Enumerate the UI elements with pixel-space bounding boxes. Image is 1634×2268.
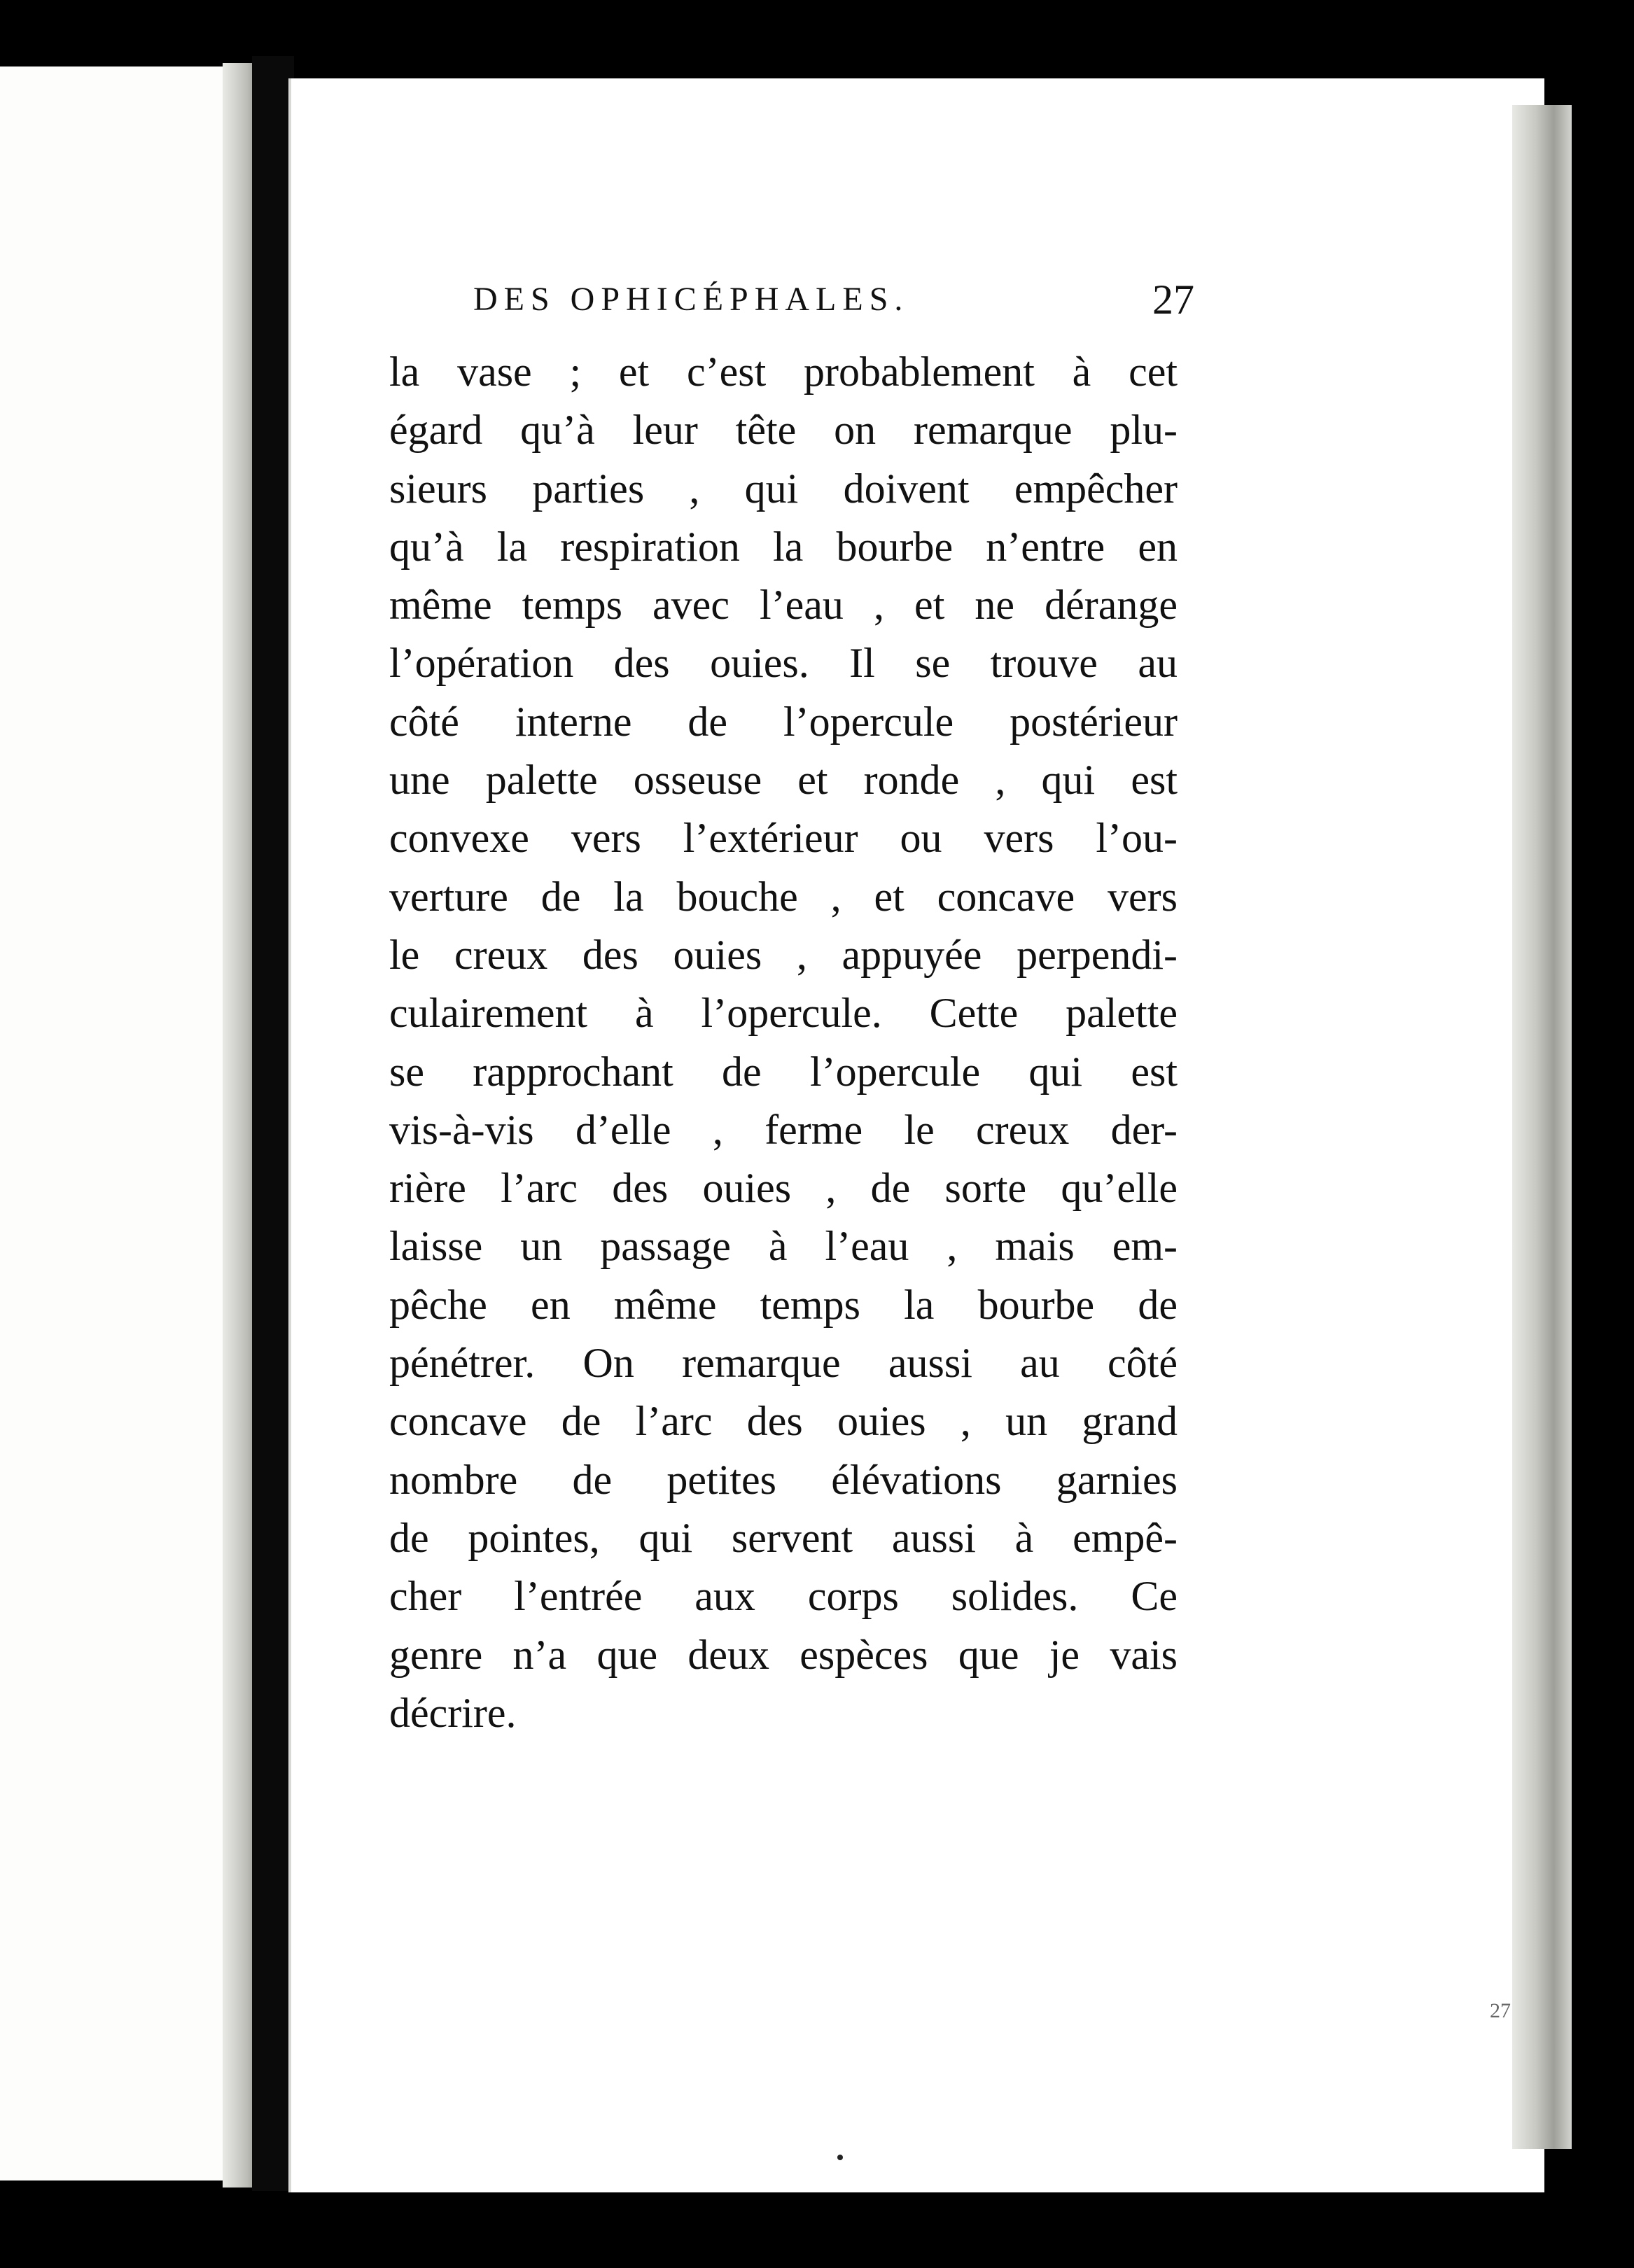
body-line: égard qu’à leur tête on remarque plu- (389, 407, 1178, 454)
body-line: côté interne de l’opercule postérieur (389, 698, 1178, 745)
body-line: verture de la bouche , et concave vers (389, 873, 1178, 920)
gutter-gap (252, 56, 294, 2191)
left-facing-page (0, 66, 231, 2180)
body-line: culairement à l’opercule. Cette palette (389, 990, 1178, 1037)
body-line: le creux des ouies , appuyée perpendi- (389, 931, 1178, 978)
body-line: nombre de petites élévations garnies (389, 1456, 1178, 1503)
body-line: la vase ; et c’est probablement à cet (389, 349, 1178, 395)
body-line: qu’à la respiration la bourbe n’entre en (389, 523, 1178, 570)
body-line: même temps avec l’eau , et ne dérange (389, 582, 1178, 629)
body-line: rière l’arc des ouies , de sorte qu’elle (389, 1165, 1178, 1212)
specks (837, 2155, 843, 2160)
page-edge-stack (1512, 105, 1572, 2149)
page-body-text (389, 343, 1178, 1742)
body-line: sieurs parties , qui doivent empêcher (389, 465, 1178, 512)
body-line: se rapprochant de l’opercule qui est (389, 1048, 1178, 1095)
body-line: une palette osseuse et ronde , qui est (389, 757, 1178, 804)
running-head-title: DES OPHICÉPHALES. (473, 281, 909, 318)
body-line: décrire. (389, 1689, 517, 1736)
running-head (473, 276, 1194, 323)
body-line: genre n’a que deux espèces que je vais (389, 1631, 1178, 1678)
page-number: 27 (1152, 276, 1194, 323)
body-line: pêche en même temps la bourbe de (389, 1281, 1178, 1328)
body-line: l’opération des ouies. Il se trouve au (389, 640, 1178, 687)
body-line: cher l’entrée aux corps solides. Ce (389, 1573, 1178, 1620)
body-line: concave de l’arc des ouies , un grand (389, 1398, 1178, 1445)
body-line: laisse un passage à l’eau , mais em- (389, 1223, 1178, 1270)
margin-page-mark: 27 (1490, 1999, 1511, 2022)
body-line: vis-à-vis d’elle , ferme le creux der- (389, 1106, 1178, 1153)
body-line: pénétrer. On remarque aussi au côté (389, 1340, 1178, 1387)
body-line: convexe vers l’extérieur ou vers l’ou- (389, 815, 1178, 862)
body-line: de pointes, qui servent aussi à empê- (389, 1514, 1178, 1561)
